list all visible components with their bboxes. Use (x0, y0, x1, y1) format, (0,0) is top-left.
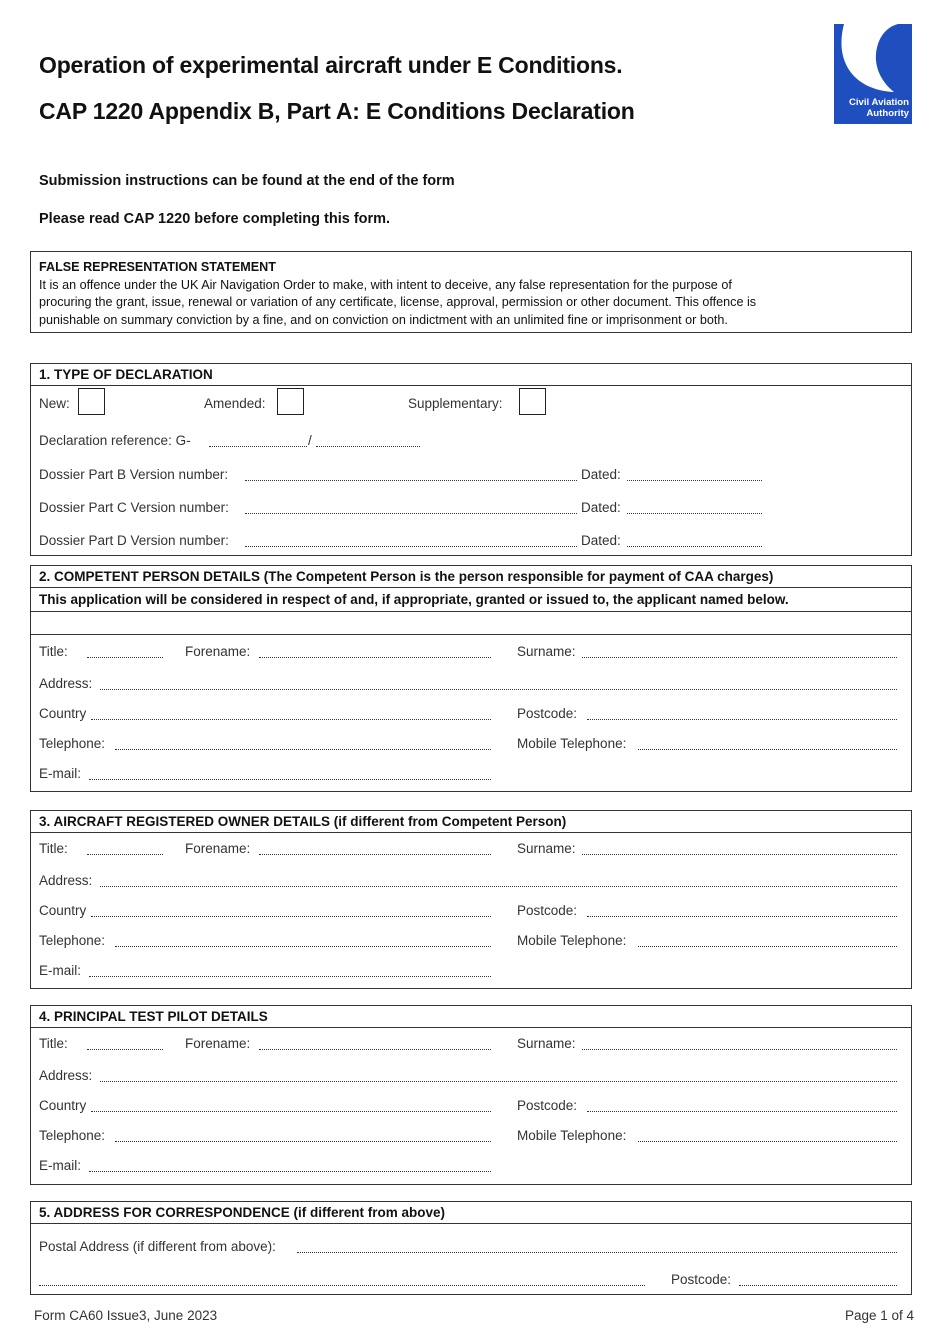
form-title: Operation of experimental aircraft under E Conditions. (39, 52, 623, 78)
address-label: Address: (39, 873, 93, 888)
dossier-b-version-field[interactable] (245, 480, 577, 481)
title-label: Title: (39, 1036, 68, 1051)
email-label: E-mail: (39, 1158, 82, 1173)
section-heading: 5. ADDRESS FOR CORRESPONDENCE (if different from above) (31, 1202, 911, 1224)
forename-label: Forename: (185, 841, 251, 856)
country-field[interactable] (91, 1111, 491, 1112)
postcode-field[interactable] (587, 719, 897, 720)
postal-address-field-line2[interactable] (39, 1285, 645, 1286)
surname-label: Surname: (517, 841, 576, 856)
forename-field[interactable] (259, 657, 491, 658)
dossier-c-label: Dossier Part C Version number: (39, 500, 229, 515)
statement-line: procuring the grant, issue, renewal or variation of any certificate, license, approval, permission or other document. This offence is (39, 295, 757, 309)
telephone-label: Telephone: (39, 736, 106, 751)
section-correspondence-address (30, 1201, 912, 1295)
mobile-telephone-label: Mobile Telephone: (517, 1128, 627, 1143)
forename-label: Forename: (185, 1036, 251, 1051)
title-label: Title: (39, 841, 68, 856)
dossier-b-dated-field[interactable] (627, 480, 762, 481)
country-label: Country (39, 706, 87, 721)
address-field[interactable] (100, 689, 897, 690)
postcode-label: Postcode: (517, 903, 578, 918)
dossier-c-dated-label: Dated: (581, 500, 621, 515)
false-representation-statement (30, 251, 912, 333)
dossier-d-dated-label: Dated: (581, 533, 621, 548)
dossier-c-dated-field[interactable] (627, 513, 762, 514)
test-pilot-fields (31, 1006, 913, 1186)
address-label: Address: (39, 676, 93, 691)
dossier-d-dated-field[interactable] (627, 546, 762, 547)
telephone-field[interactable] (115, 749, 491, 750)
address-label: Address: (39, 1068, 93, 1083)
mobile-telephone-field[interactable] (638, 749, 897, 750)
surname-field[interactable] (582, 854, 897, 855)
email-field[interactable] (89, 1171, 491, 1172)
section-heading: 3. AIRCRAFT REGISTERED OWNER DETAILS (if different from Competent Person) (31, 811, 911, 833)
dossier-d-version-field[interactable] (245, 546, 577, 547)
declaration-reference-label: Declaration reference: G- (39, 433, 191, 448)
section-registered-owner (30, 810, 912, 989)
forename-field[interactable] (259, 1049, 491, 1050)
registered-owner-fields (31, 811, 913, 990)
country-field[interactable] (91, 719, 491, 720)
surname-field[interactable] (582, 657, 897, 658)
statement-line: punishable on summary conviction by a fine, and on conviction on indictment with an unlimited fine or imprisonment or both. (39, 312, 728, 327)
forename-field[interactable] (259, 854, 491, 855)
surname-field[interactable] (582, 1049, 897, 1050)
email-field[interactable] (89, 779, 491, 780)
title-field[interactable] (87, 854, 163, 855)
title-field[interactable] (87, 657, 163, 658)
read-cap-note: Please read CAP 1220 before completing this form. (39, 211, 391, 227)
statement-line: It is an offence under the UK Air Navigation Order to make, with intent to deceive, any false representation for the purpose of (39, 277, 732, 292)
section-heading: 1. TYPE OF DECLARATION (31, 364, 911, 386)
reference-separator: / (308, 433, 312, 448)
section-type-of-declaration (30, 363, 912, 556)
address-field[interactable] (100, 886, 897, 887)
caa-logo (834, 24, 912, 124)
supplementary-checkbox[interactable] (519, 388, 546, 415)
surname-label: Surname: (517, 644, 576, 659)
logo-text: Civil Aviation Authority (848, 97, 909, 119)
declaration-reference-field-2[interactable] (316, 446, 420, 447)
email-field[interactable] (89, 976, 491, 977)
postcode-label: Postcode: (671, 1272, 732, 1287)
telephone-field[interactable] (115, 1141, 491, 1142)
email-label: E-mail: (39, 963, 82, 978)
country-field[interactable] (91, 916, 491, 917)
telephone-field[interactable] (115, 946, 491, 947)
dossier-c-version-field[interactable] (245, 513, 577, 514)
mobile-telephone-label: Mobile Telephone: (517, 736, 627, 751)
forename-label: Forename: (185, 644, 251, 659)
telephone-label: Telephone: (39, 1128, 106, 1143)
title-field[interactable] (87, 1049, 163, 1050)
email-label: E-mail: (39, 766, 82, 781)
form-subtitle: CAP 1220 Appendix B, Part A: E Conditions Declaration (39, 98, 635, 124)
mobile-telephone-field[interactable] (638, 946, 897, 947)
postcode-field[interactable] (587, 916, 897, 917)
section-heading: 4. PRINCIPAL TEST PILOT DETAILS (31, 1006, 911, 1028)
postal-address-label: Postal Address (if different from above): (39, 1239, 276, 1254)
mobile-telephone-field[interactable] (638, 1141, 897, 1142)
telephone-label: Telephone: (39, 933, 106, 948)
page-number: Page 1 of 4 (844, 1308, 914, 1323)
new-label: New: (39, 396, 70, 411)
address-field[interactable] (100, 1081, 897, 1082)
postcode-field[interactable] (739, 1285, 897, 1286)
country-label: Country (39, 903, 87, 918)
postcode-field[interactable] (587, 1111, 897, 1112)
postal-address-field[interactable] (297, 1252, 897, 1253)
form-reference: Form CA60 Issue3, June 2023 (34, 1308, 218, 1323)
amended-label: Amended: (204, 396, 266, 411)
dossier-b-dated-label: Dated: (581, 467, 621, 482)
country-label: Country (39, 1098, 87, 1113)
submission-instructions: Submission instructions can be found at the end of the form (39, 173, 455, 189)
mobile-telephone-label: Mobile Telephone: (517, 933, 627, 948)
section-competent-person (30, 565, 912, 792)
section-subheading: This application will be considered in respect of and, if appropriate, granted or issued to, the applicant named below. (31, 588, 911, 612)
postcode-label: Postcode: (517, 1098, 578, 1113)
postcode-label: Postcode: (517, 706, 578, 721)
dossier-d-label: Dossier Part D Version number: (39, 533, 229, 548)
declaration-reference-field-1[interactable] (209, 446, 307, 447)
competent-person-fields (31, 566, 913, 793)
new-checkbox[interactable] (78, 388, 105, 415)
supplementary-label: Supplementary: (408, 396, 503, 411)
statement-heading: FALSE REPRESENTATION STATEMENT (39, 260, 276, 274)
surname-label: Surname: (517, 1036, 576, 1051)
dossier-b-label: Dossier Part B Version number: (39, 467, 229, 482)
section-heading: 2. COMPETENT PERSON DETAILS (The Competent Person is the person responsible for payment of CAA charges) (31, 566, 911, 588)
title-label: Title: (39, 644, 68, 659)
amended-checkbox[interactable] (277, 388, 304, 415)
section-principal-test-pilot (30, 1005, 912, 1185)
